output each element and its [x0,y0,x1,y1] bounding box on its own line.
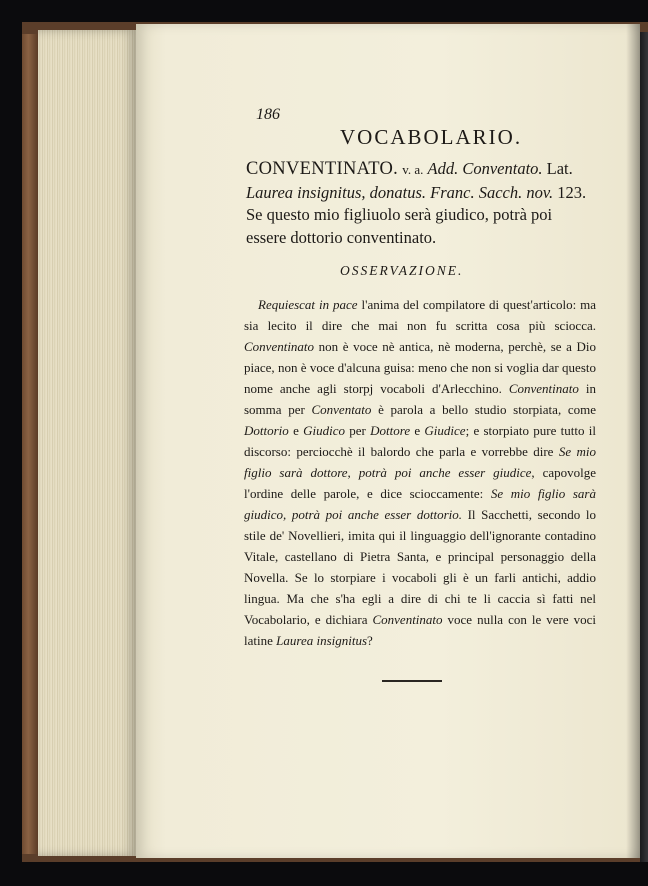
obs-text: in somma per [244,381,596,417]
obs-italic: Conventinato [508,381,579,396]
obs-text: e [288,423,304,438]
entry-definition: Add. Conventato. [427,159,543,178]
running-header: VOCABOLARIO. [340,125,523,149]
obs-text: non è voce nè antica, nè moderna, perchè, se a Dio piace, non è voce d'alcuna guisa: meno che non si voglia dar questo nome anche agli storpj vocaboli d'Arlecchino. [244,339,596,396]
dictionary-entry [246,158,592,249]
obs-text: per [345,423,371,438]
observation-body [244,294,596,651]
page-number: 186 [256,106,280,123]
observation-paragraph [244,294,596,651]
entry-latin: Laurea insignitus, donatus. Franc. Sacch. nov. [246,182,554,202]
entry-lat-label: Lat. [546,159,573,178]
page-edges [38,30,136,856]
obs-italic: Dottore [370,423,411,438]
obs-text: , capovolge l'ordine delle parole, e dice scioccamente: [244,465,596,501]
obs-italic: Conventinato [372,612,443,627]
obs-text: e [410,423,425,438]
facing-page-edge [640,32,648,862]
obs-italic: Se mio figlio sarà dottore, potrà poi anche esser giudice [244,444,596,480]
obs-italic: Giudico [303,423,345,438]
book-cover-left [22,34,38,854]
entry-grammar: v. a. [402,162,424,177]
obs-italic: Laurea insignitus [276,633,368,648]
obs-text: ? [367,633,373,648]
obs-italic: Conventato [311,402,372,417]
page-gutter [626,24,640,858]
obs-text: voce nulla con le vere voci latine [244,612,596,648]
obs-text: Il Sacchetti, secondo lo stile de' Novellieri, imita qui il linguaggio dell'ignorante contadino Vitale, castellano di Pietra Santa, e principal personaggio della Novella. Se lo storpiare i vocaboli gli è un farli antichi, addio lingua. Ma che s'ha egli a dire di chi te li caccia sì fatti nel Vocabolario, e dichiara [244,507,596,627]
entry-quote: Se questo mio figliuolo serà giudico, potrà poi essere dottorio conventinato. [246,205,553,247]
end-rule [382,680,442,682]
obs-italic: Dottorio [244,423,289,438]
entry-novel-number: 123. [557,182,587,202]
obs-italic: Requiescat in pace [258,297,358,312]
obs-text: ; e storpiato pure tutto il discorso: perciocchè il balordo che parla e vorrebbe dire [244,423,596,459]
obs-italic: Conventinato [244,339,315,354]
obs-italic: Se mio figlio sarà giudico, potrà poi anche esser dottorio. [244,486,596,522]
obs-text: l'anima del compilatore di quest'articolo: ma sia lecito il dire che mai non fu scritta cosa più sciocca. [244,297,597,333]
observation-title: OSSERVAZIONE. [340,263,464,278]
entry-headword: CONVENTINATO. [246,159,399,179]
obs-italic: Giudice [424,423,466,438]
obs-text: è parola a bello studio storpiata, come [371,402,597,417]
